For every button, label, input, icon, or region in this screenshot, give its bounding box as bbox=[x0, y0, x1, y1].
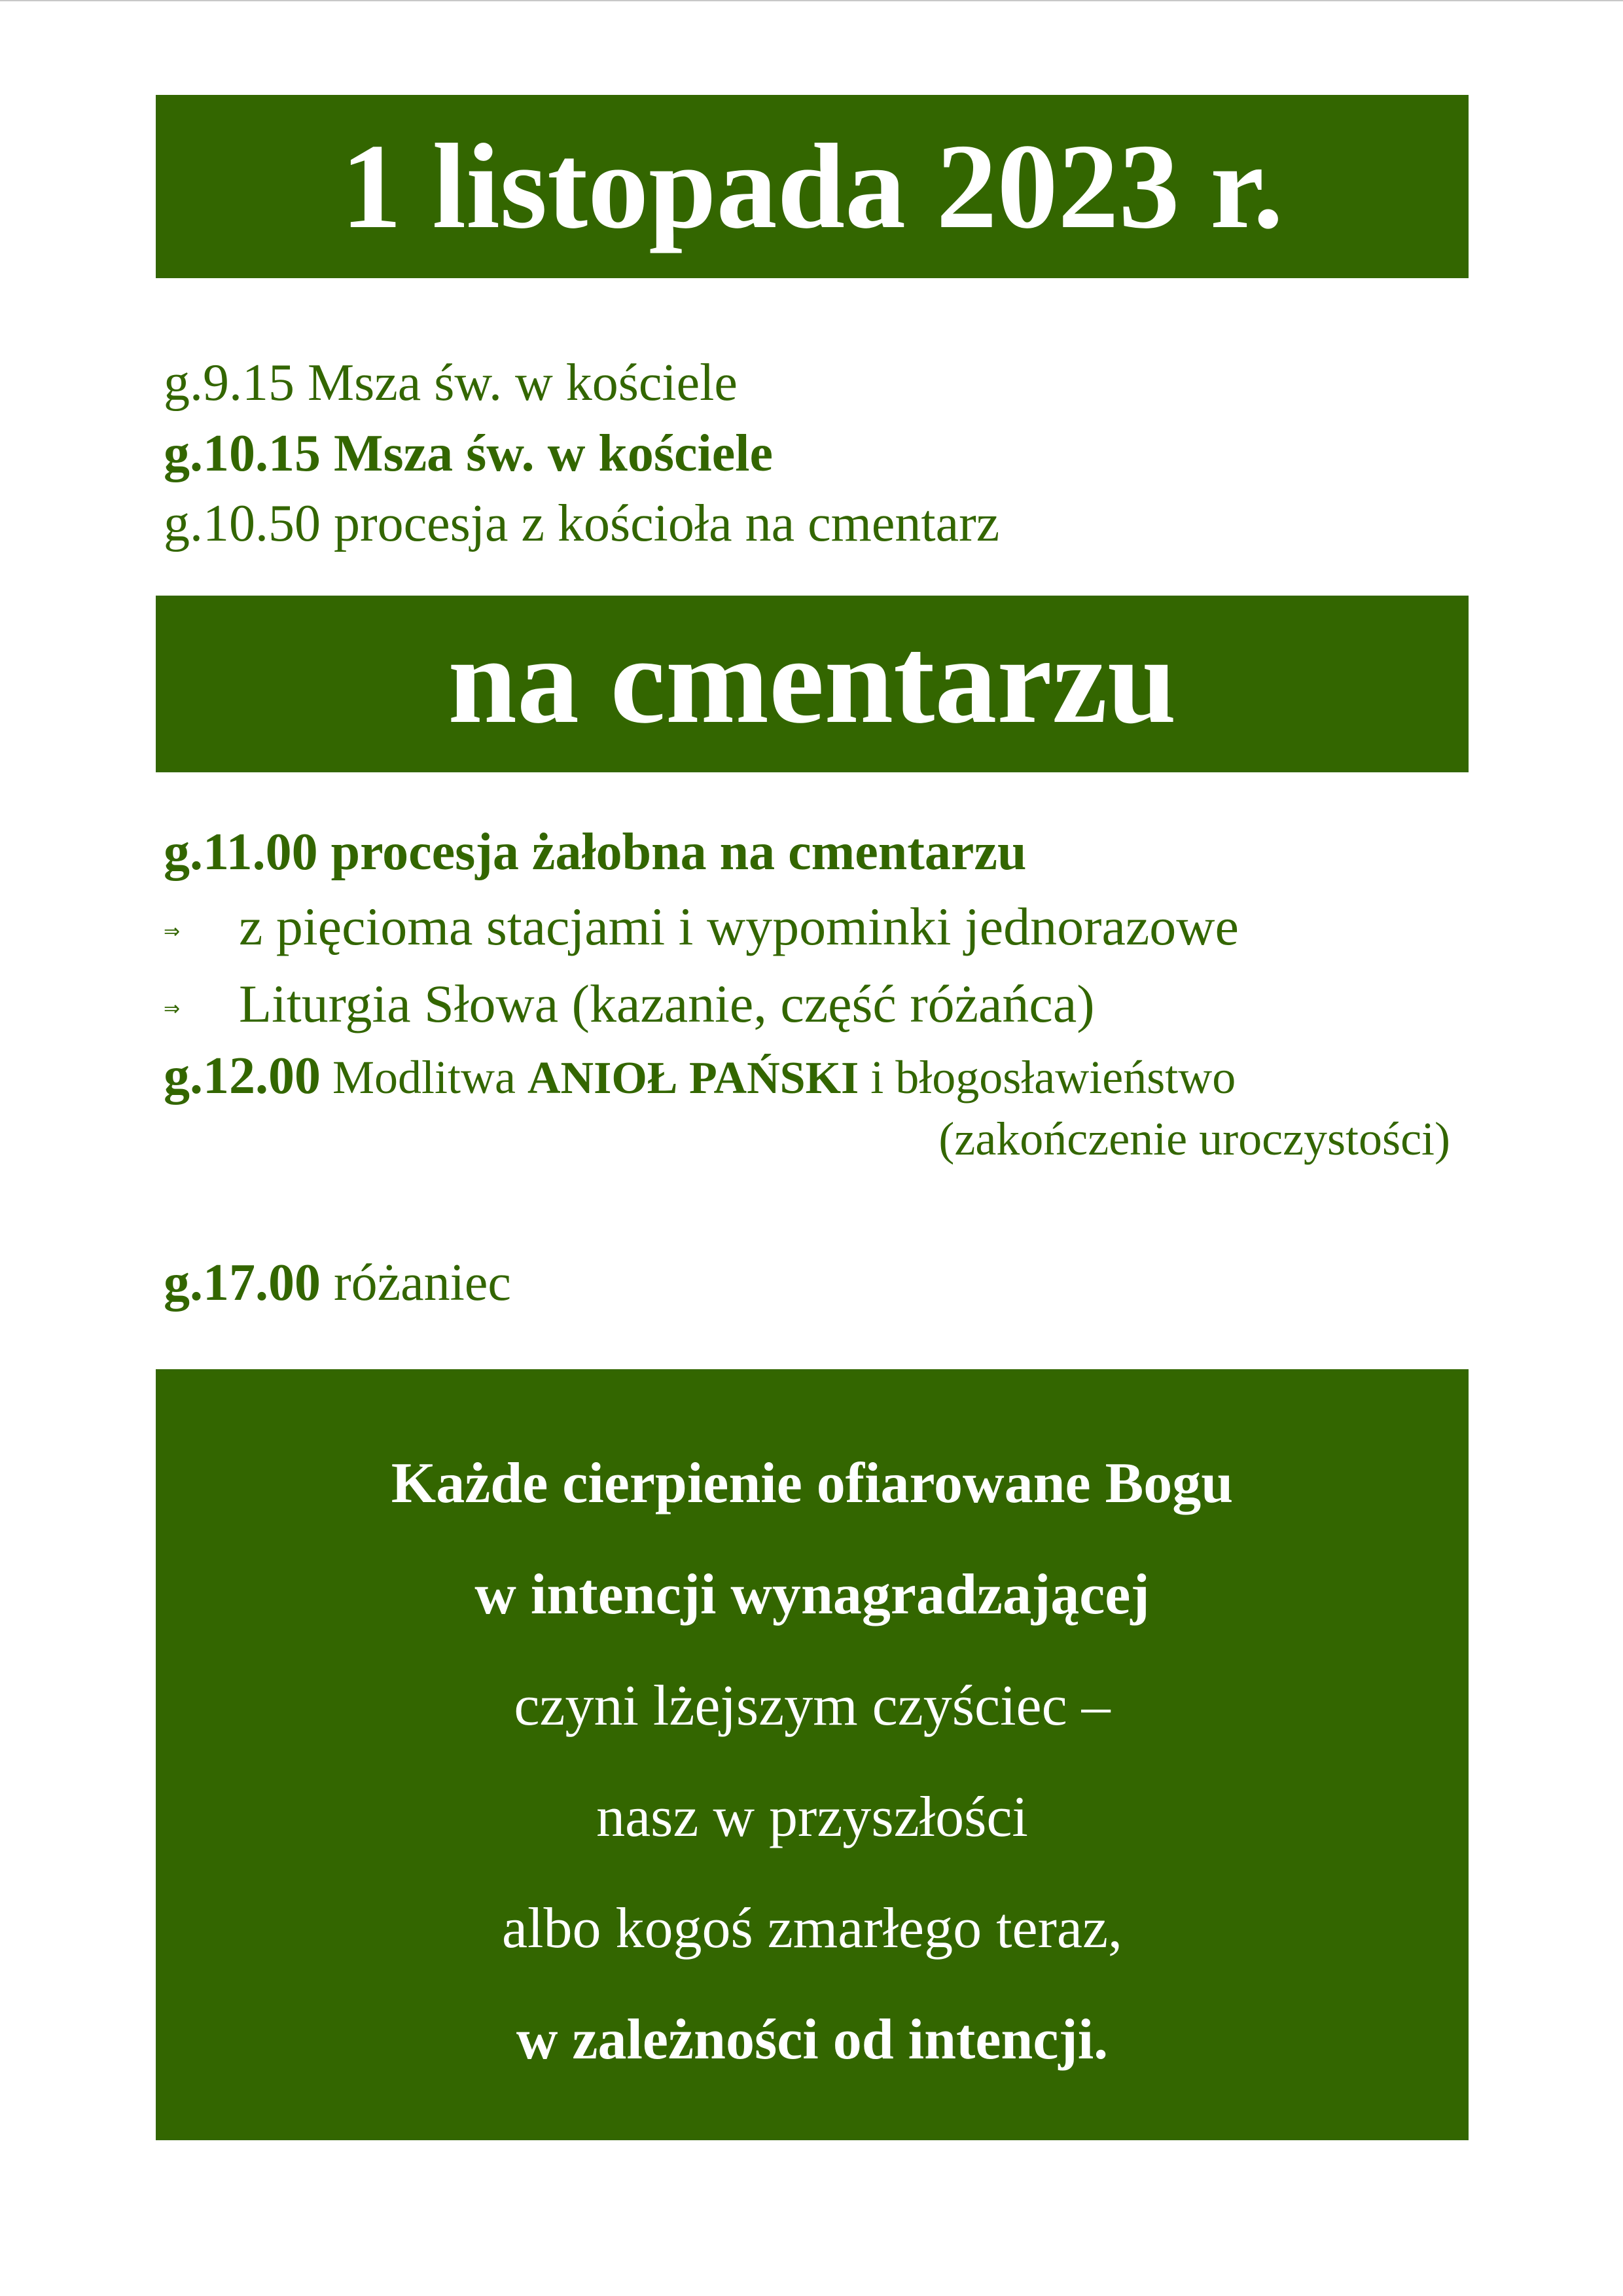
arrow-right-icon: ⇒ bbox=[164, 920, 181, 944]
quote-line-6: w zależności od intencji. bbox=[516, 2008, 1109, 2072]
top-border-line bbox=[0, 0, 1623, 1]
quote-line-5: albo kogoś zmarłego teraz, bbox=[501, 1897, 1123, 1960]
quote-line-1: Każde cierpienie ofiarowane Bogu bbox=[391, 1452, 1234, 1515]
cemetery-bullet-liturgy bbox=[164, 971, 1095, 1042]
date-banner bbox=[156, 95, 1469, 278]
cemetery-banner bbox=[156, 596, 1469, 772]
rosary-line-1700 bbox=[164, 1250, 511, 1316]
ceremony-end-note: (zakończenie uroczystości) bbox=[938, 1113, 1450, 1165]
cemetery-line-procession-1100: g.11.00 procesja żałobna na cmentarzu bbox=[164, 823, 1027, 881]
quote-line-3: czyni lżejszym czyściec – bbox=[514, 1674, 1111, 1738]
arrow-right-icon: ⇒ bbox=[164, 997, 181, 1021]
angelus-text-c: i błogosławieństwo bbox=[859, 1051, 1236, 1103]
date-title: 1 listopada 2023 r. bbox=[340, 119, 1284, 254]
cemetery-bullet-stations bbox=[164, 894, 1239, 965]
angelus-name: ANIOŁ PAŃSKI bbox=[527, 1053, 859, 1103]
quote-line-4: nasz w przyszłości bbox=[596, 1785, 1028, 1849]
bullet-text-stations: z pięcioma stacjami i wypominki jednorazowe bbox=[239, 897, 1239, 956]
time-1200: g.12.00 bbox=[164, 1047, 321, 1105]
schedule-line-mass-915: g.9.15 Msza św. w kościele bbox=[164, 354, 738, 412]
schedule-line-mass-1015: g.10.15 Msza św. w kościele bbox=[164, 425, 774, 482]
quote-box bbox=[156, 1369, 1469, 2140]
cemetery-title: na cmentarzu bbox=[448, 612, 1177, 749]
rosary-text: różaniec bbox=[321, 1254, 511, 1312]
schedule-line-procession-1050: g.10.50 procesja z kościoła na cmentarz bbox=[164, 495, 1000, 552]
quote-line-2: w intencji wynagradzającej bbox=[474, 1563, 1150, 1626]
angelus-text-a: Modlitwa bbox=[321, 1051, 527, 1103]
cemetery-line-angelus-1200 bbox=[164, 1043, 1236, 1111]
bullet-text-liturgy: Liturgia Słowa (kazanie, część różańca) bbox=[239, 974, 1095, 1033]
time-1700: g.17.00 bbox=[164, 1254, 321, 1312]
